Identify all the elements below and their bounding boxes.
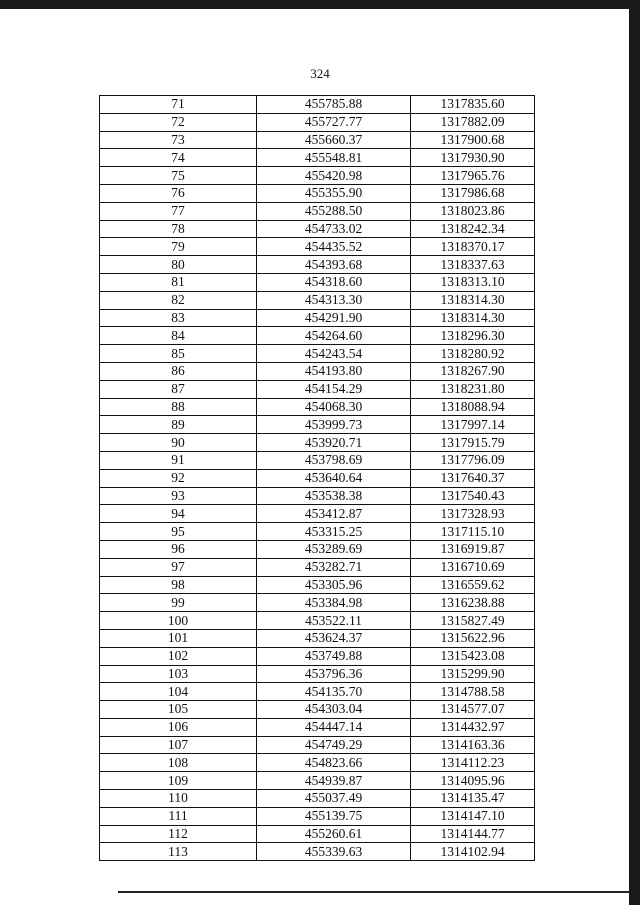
y-coordinate-cell: 1314095.96 [411, 772, 535, 790]
table-row [100, 754, 535, 772]
scan-border-bottom [118, 891, 630, 893]
table-row [100, 469, 535, 487]
x-coordinate-cell: 453999.73 [257, 416, 411, 434]
y-coordinate-cell: 1314788.58 [411, 683, 535, 701]
x-coordinate-cell: 453305.96 [257, 576, 411, 594]
x-coordinate-cell: 453384.98 [257, 594, 411, 612]
x-coordinate-cell: 455339.63 [257, 843, 411, 861]
table-row [100, 362, 535, 380]
x-coordinate-cell: 453920.71 [257, 434, 411, 452]
point-number-cell: 84 [100, 327, 257, 345]
point-number-cell: 79 [100, 238, 257, 256]
table-row [100, 345, 535, 363]
page-number: 324 [310, 66, 330, 81]
table-row [100, 202, 535, 220]
y-coordinate-cell: 1314163.36 [411, 736, 535, 754]
y-coordinate-cell: 1318314.30 [411, 309, 535, 327]
x-coordinate-cell: 453798.69 [257, 451, 411, 469]
x-coordinate-cell: 455260.61 [257, 825, 411, 843]
scan-border-right [629, 0, 640, 905]
point-number-cell: 111 [100, 807, 257, 825]
x-coordinate-cell: 455288.50 [257, 202, 411, 220]
x-coordinate-cell: 454749.29 [257, 736, 411, 754]
x-coordinate-cell: 453640.64 [257, 469, 411, 487]
table-row [100, 683, 535, 701]
point-number-cell: 113 [100, 843, 257, 861]
x-coordinate-cell: 453289.69 [257, 540, 411, 558]
y-coordinate-cell: 1315827.49 [411, 612, 535, 630]
y-coordinate-cell: 1314577.07 [411, 701, 535, 719]
y-coordinate-cell: 1314432.97 [411, 718, 535, 736]
table-row [100, 220, 535, 238]
table-row [100, 718, 535, 736]
table-row [100, 843, 535, 861]
point-number-cell: 76 [100, 184, 257, 202]
point-number-cell: 88 [100, 398, 257, 416]
table-row [100, 576, 535, 594]
x-coordinate-cell: 454313.30 [257, 291, 411, 309]
y-coordinate-cell: 1314144.77 [411, 825, 535, 843]
point-number-cell: 86 [100, 362, 257, 380]
y-coordinate-cell: 1318314.30 [411, 291, 535, 309]
x-coordinate-cell: 454393.68 [257, 256, 411, 274]
x-coordinate-cell: 453538.38 [257, 487, 411, 505]
x-coordinate-cell: 454243.54 [257, 345, 411, 363]
y-coordinate-cell: 1317900.68 [411, 131, 535, 149]
table-row [100, 505, 535, 523]
table-row [100, 149, 535, 167]
table-row [100, 327, 535, 345]
table-row [100, 273, 535, 291]
table-row [100, 131, 535, 149]
point-number-cell: 108 [100, 754, 257, 772]
table-row [100, 434, 535, 452]
y-coordinate-cell: 1317115.10 [411, 523, 535, 541]
point-number-cell: 71 [100, 96, 257, 114]
table-row [100, 807, 535, 825]
point-number-cell: 83 [100, 309, 257, 327]
x-coordinate-cell: 454303.04 [257, 701, 411, 719]
x-coordinate-cell: 454193.80 [257, 362, 411, 380]
x-coordinate-cell: 454154.29 [257, 380, 411, 398]
x-coordinate-cell: 453624.37 [257, 629, 411, 647]
x-coordinate-cell: 455355.90 [257, 184, 411, 202]
table-row [100, 451, 535, 469]
y-coordinate-cell: 1317640.37 [411, 469, 535, 487]
table-row [100, 309, 535, 327]
table-row [100, 291, 535, 309]
table-row [100, 113, 535, 131]
point-number-cell: 78 [100, 220, 257, 238]
y-coordinate-cell: 1318313.10 [411, 273, 535, 291]
point-number-cell: 89 [100, 416, 257, 434]
table-row [100, 398, 535, 416]
point-number-cell: 94 [100, 505, 257, 523]
y-coordinate-cell: 1314147.10 [411, 807, 535, 825]
point-number-cell: 104 [100, 683, 257, 701]
point-number-cell: 73 [100, 131, 257, 149]
y-coordinate-cell: 1316710.69 [411, 558, 535, 576]
point-number-cell: 72 [100, 113, 257, 131]
y-coordinate-cell: 1318088.94 [411, 398, 535, 416]
point-number-cell: 101 [100, 629, 257, 647]
y-coordinate-cell: 1317835.60 [411, 96, 535, 114]
x-coordinate-cell: 455660.37 [257, 131, 411, 149]
y-coordinate-cell: 1317882.09 [411, 113, 535, 131]
point-number-cell: 93 [100, 487, 257, 505]
x-coordinate-cell: 455727.77 [257, 113, 411, 131]
y-coordinate-cell: 1318280.92 [411, 345, 535, 363]
y-coordinate-cell: 1318370.17 [411, 238, 535, 256]
scan-border-top [0, 0, 640, 9]
point-number-cell: 107 [100, 736, 257, 754]
x-coordinate-cell: 454939.87 [257, 772, 411, 790]
y-coordinate-cell: 1317915.79 [411, 434, 535, 452]
y-coordinate-cell: 1318023.86 [411, 202, 535, 220]
table-row [100, 96, 535, 114]
point-number-cell: 77 [100, 202, 257, 220]
y-coordinate-cell: 1317986.68 [411, 184, 535, 202]
point-number-cell: 81 [100, 273, 257, 291]
x-coordinate-cell: 453315.25 [257, 523, 411, 541]
y-coordinate-cell: 1318296.30 [411, 327, 535, 345]
table-row [100, 380, 535, 398]
table-row [100, 629, 535, 647]
y-coordinate-cell: 1316919.87 [411, 540, 535, 558]
table-row [100, 487, 535, 505]
table-row [100, 416, 535, 434]
point-number-cell: 92 [100, 469, 257, 487]
table-row [100, 167, 535, 185]
table-row [100, 772, 535, 790]
point-number-cell: 105 [100, 701, 257, 719]
y-coordinate-cell: 1317965.76 [411, 167, 535, 185]
table-row [100, 594, 535, 612]
x-coordinate-cell: 454264.60 [257, 327, 411, 345]
table-row [100, 184, 535, 202]
y-coordinate-cell: 1317997.14 [411, 416, 535, 434]
y-coordinate-cell: 1314102.94 [411, 843, 535, 861]
y-coordinate-cell: 1317930.90 [411, 149, 535, 167]
table-row [100, 790, 535, 808]
x-coordinate-cell: 455548.81 [257, 149, 411, 167]
x-coordinate-cell: 455785.88 [257, 96, 411, 114]
point-number-cell: 96 [100, 540, 257, 558]
x-coordinate-cell: 454733.02 [257, 220, 411, 238]
x-coordinate-cell: 454135.70 [257, 683, 411, 701]
point-number-cell: 100 [100, 612, 257, 630]
table-row [100, 665, 535, 683]
x-coordinate-cell: 454823.66 [257, 754, 411, 772]
point-number-cell: 97 [100, 558, 257, 576]
point-number-cell: 75 [100, 167, 257, 185]
y-coordinate-cell: 1315622.96 [411, 629, 535, 647]
table-row [100, 612, 535, 630]
x-coordinate-cell: 453749.88 [257, 647, 411, 665]
table-row [100, 736, 535, 754]
x-coordinate-cell: 454318.60 [257, 273, 411, 291]
x-coordinate-cell: 455037.49 [257, 790, 411, 808]
point-number-cell: 109 [100, 772, 257, 790]
y-coordinate-cell: 1316559.62 [411, 576, 535, 594]
coordinates-table-body [100, 96, 535, 861]
y-coordinate-cell: 1314135.47 [411, 790, 535, 808]
x-coordinate-cell: 453796.36 [257, 665, 411, 683]
coordinates-table [99, 95, 535, 861]
point-number-cell: 82 [100, 291, 257, 309]
point-number-cell: 80 [100, 256, 257, 274]
x-coordinate-cell: 455139.75 [257, 807, 411, 825]
table-row [100, 558, 535, 576]
point-number-cell: 99 [100, 594, 257, 612]
x-coordinate-cell: 454435.52 [257, 238, 411, 256]
y-coordinate-cell: 1317540.43 [411, 487, 535, 505]
point-number-cell: 91 [100, 451, 257, 469]
x-coordinate-cell: 454068.30 [257, 398, 411, 416]
y-coordinate-cell: 1315299.90 [411, 665, 535, 683]
y-coordinate-cell: 1314112.23 [411, 754, 535, 772]
table-row [100, 825, 535, 843]
table-row [100, 647, 535, 665]
x-coordinate-cell: 454447.14 [257, 718, 411, 736]
point-number-cell: 87 [100, 380, 257, 398]
x-coordinate-cell: 453522.11 [257, 612, 411, 630]
x-coordinate-cell: 454291.90 [257, 309, 411, 327]
point-number-cell: 112 [100, 825, 257, 843]
point-number-cell: 74 [100, 149, 257, 167]
point-number-cell: 85 [100, 345, 257, 363]
point-number-cell: 98 [100, 576, 257, 594]
point-number-cell: 103 [100, 665, 257, 683]
x-coordinate-cell: 455420.98 [257, 167, 411, 185]
table-row [100, 523, 535, 541]
point-number-cell: 90 [100, 434, 257, 452]
table-row [100, 238, 535, 256]
y-coordinate-cell: 1318231.80 [411, 380, 535, 398]
point-number-cell: 95 [100, 523, 257, 541]
y-coordinate-cell: 1317328.93 [411, 505, 535, 523]
y-coordinate-cell: 1315423.08 [411, 647, 535, 665]
x-coordinate-cell: 453282.71 [257, 558, 411, 576]
point-number-cell: 102 [100, 647, 257, 665]
table-row [100, 256, 535, 274]
y-coordinate-cell: 1318267.90 [411, 362, 535, 380]
x-coordinate-cell: 453412.87 [257, 505, 411, 523]
point-number-cell: 106 [100, 718, 257, 736]
y-coordinate-cell: 1318242.34 [411, 220, 535, 238]
point-number-cell: 110 [100, 790, 257, 808]
y-coordinate-cell: 1317796.09 [411, 451, 535, 469]
table-row [100, 701, 535, 719]
y-coordinate-cell: 1318337.63 [411, 256, 535, 274]
y-coordinate-cell: 1316238.88 [411, 594, 535, 612]
table-row [100, 540, 535, 558]
